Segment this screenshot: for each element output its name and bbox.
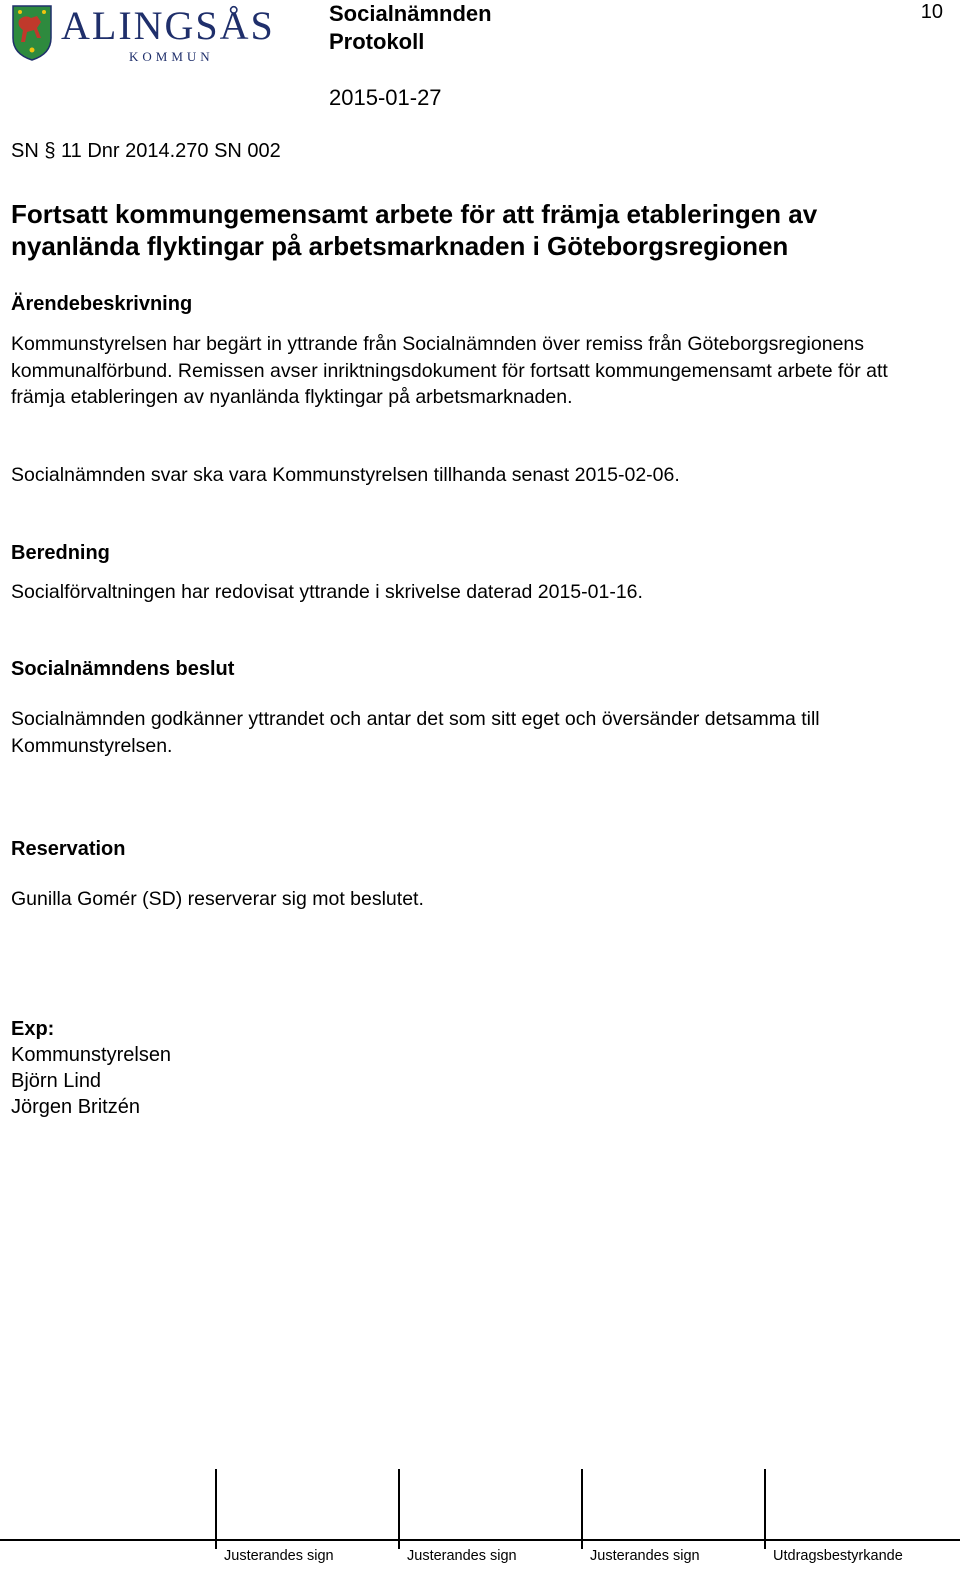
signature-divider: [581, 1469, 583, 1549]
deadline-paragraph: Socialnämnden svar ska vara Kommunstyrelsen tillhanda senast 2015-02-06.: [11, 464, 680, 486]
coat-of-arms-icon: [11, 4, 53, 62]
committee-name: Socialnämnden: [329, 1, 492, 26]
reservation-paragraph: Gunilla Gomér (SD) reserverar sig mot beslutet.: [11, 888, 424, 910]
section-heading-decision: Socialnämndens beslut: [11, 658, 235, 680]
document-type: Protokoll: [329, 29, 425, 54]
signature-label: Utdragsbestyrkande: [773, 1548, 903, 1564]
exp-recipient: Björn Lind: [11, 1070, 102, 1092]
preparation-paragraph: Socialförvaltningen har redovisat yttrande i skrivelse daterad 2015-01-16.: [11, 581, 643, 603]
signature-label: Justerandes sign: [407, 1548, 517, 1564]
page-title: Fortsatt kommungemensamt arbete för att främja etableringen av nyanlända flyktingar på arbetsmarknaden i Göteborgsregionen: [11, 199, 818, 261]
decision-paragraph: Socialnämnden godkänner yttrandet och antar det som sitt eget och översänder detsamma till Kommunstyrelsen.: [11, 708, 820, 757]
description-paragraph: Kommunstyrelsen har begärt in yttrande från Socialnämnden över remiss från Göteborgsregionens kommunalförbund. Remissen avser inriktningsdokument för fortsatt kommungemensamt arbete för att främja etableringen av nyanlända flyktingar på arbetsmarknaden.: [11, 333, 888, 408]
exp-recipient: Jörgen Britzén: [11, 1096, 140, 1118]
section-heading-preparation: Beredning: [11, 542, 110, 564]
logo-subtitle: KOMMUN: [129, 49, 214, 64]
meeting-date: 2015-01-27: [329, 85, 442, 110]
case-reference: SN § 11 Dnr 2014.270 SN 002: [11, 140, 281, 162]
exp-recipient: Kommunstyrelsen: [11, 1044, 172, 1066]
page-number: 10: [920, 1, 943, 23]
signature-label: Justerandes sign: [224, 1548, 334, 1564]
exp-label: Exp:: [11, 1018, 55, 1040]
signature-label: Justerandes sign: [590, 1548, 700, 1564]
logo-wordmark: ALINGSÅS: [61, 3, 275, 48]
section-heading-description: Ärendebeskrivning: [11, 293, 193, 315]
signature-divider: [398, 1469, 400, 1549]
municipality-logo: [11, 4, 291, 66]
signature-baseline: [0, 1539, 960, 1541]
section-heading-reservation: Reservation: [11, 838, 126, 860]
signature-divider: [764, 1469, 766, 1549]
signature-divider: [215, 1469, 217, 1549]
